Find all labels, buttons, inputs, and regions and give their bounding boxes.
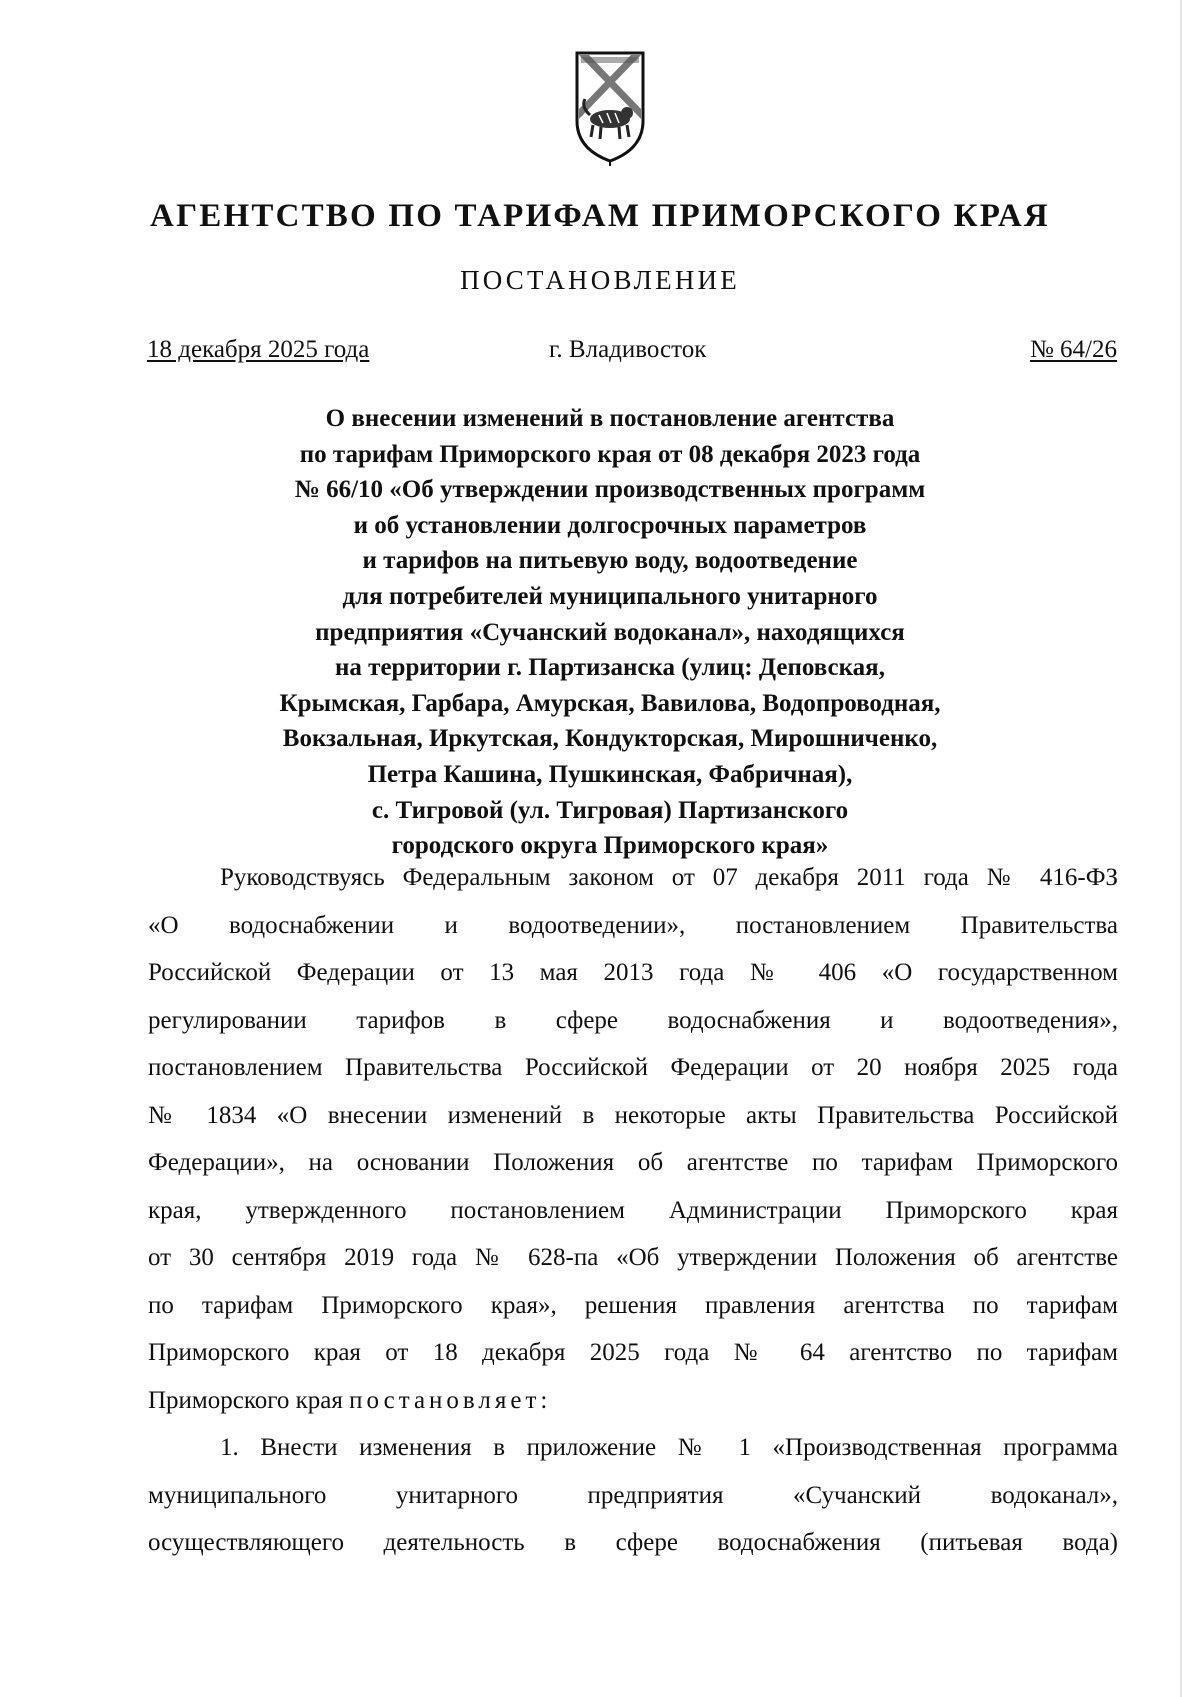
title-line: с. Тигровой (ул. Тигровая) Партизанского [371, 796, 849, 824]
title-line: по тарифам Приморского края от 08 декабря 2023 года [299, 440, 921, 468]
body-line: «О водоснабжении и водоотведении», постановлением Правительства [148, 911, 1118, 939]
title-line: и тарифов на питьевую воду, водоотведение [362, 547, 858, 575]
title-line: Петра Кашина, Пушкинская, Фабричная), [367, 760, 853, 788]
body-line: постановлением Правительства Российской Федерации от 20 ноября 2025 года [148, 1054, 1118, 1081]
body-line-prefix: Приморского края [148, 1386, 350, 1414]
title-line: Вокзальная, Иркутская, Кондукторская, Мирошниченко, [282, 725, 938, 753]
title-line: городского округа Приморского края» [391, 832, 829, 860]
document-title [160, 401, 1060, 864]
body-line: Российской Федерации от 13 мая 2013 года № 406 «О государственном [148, 959, 1118, 986]
document-body [148, 854, 1118, 1567]
document-date: 18 декабря 2025 года [147, 336, 370, 363]
body-line: осуществляющего деятельность в сфере водоснабжения (питьевая вода) [148, 1529, 1118, 1556]
coat-of-arms-icon [573, 49, 647, 167]
agency-name: АГЕНТСТВО ПО ТАРИФАМ ПРИМОРСКОГО КРАЯ [150, 198, 1050, 234]
title-line: Крымская, Гарбара, Амурская, Вавилова, Водопроводная, [279, 689, 941, 717]
title-line: и об установлении долгосрочных параметров [353, 511, 867, 539]
title-line: О внесении изменений в постановление агентства [325, 405, 895, 432]
document-number: № 64/26 [1029, 336, 1117, 363]
body-line: от 30 сентября 2019 года № 628-па «Об утверждении Положения об агентстве [148, 1244, 1118, 1271]
body-line: Федерации», на основании Положения об агентстве по тарифам Приморского [148, 1149, 1118, 1176]
resolves-word: постановляет: [349, 1386, 552, 1414]
body-line: регулировании тарифов в сфере водоснабжения и водоотведения», [148, 1006, 1118, 1034]
body-line: 1. Внести изменения в приложение № 1 «Производственная программа [220, 1434, 1118, 1461]
title-line: предприятия «Сучанский водоканал», находящихся [315, 618, 905, 646]
scan-edge-divider [1180, 0, 1182, 1697]
body-line-resolution [148, 1377, 1118, 1425]
body-line: края, утвержденного постановлением Администрации Приморского края [148, 1196, 1118, 1224]
body-line: Приморского края от 18 декабря 2025 года № 64 агентство по тарифам [148, 1339, 1118, 1366]
document-city: г. Владивосток [549, 336, 707, 363]
title-line: для потребителей муниципального унитарного [342, 582, 878, 610]
title-line: № 66/10 «Об утверждении производственных программ [294, 476, 926, 504]
body-line: муниципального унитарного предприятия «Сучанский водоканал», [148, 1481, 1118, 1509]
title-line: на территории г. Партизанска (улиц: Деповская, [335, 654, 885, 682]
body-line: № 1834 «О внесении изменений в некоторые акты Правительства Российской [148, 1101, 1118, 1129]
body-line: Руководствуясь Федеральным законом от 07 декабря 2011 года № 416-ФЗ [220, 864, 1118, 891]
body-line: по тарифам Приморского края», решения правления агентства по тарифам [148, 1291, 1118, 1319]
document-type: ПОСТАНОВЛЕНИЕ [460, 265, 740, 295]
